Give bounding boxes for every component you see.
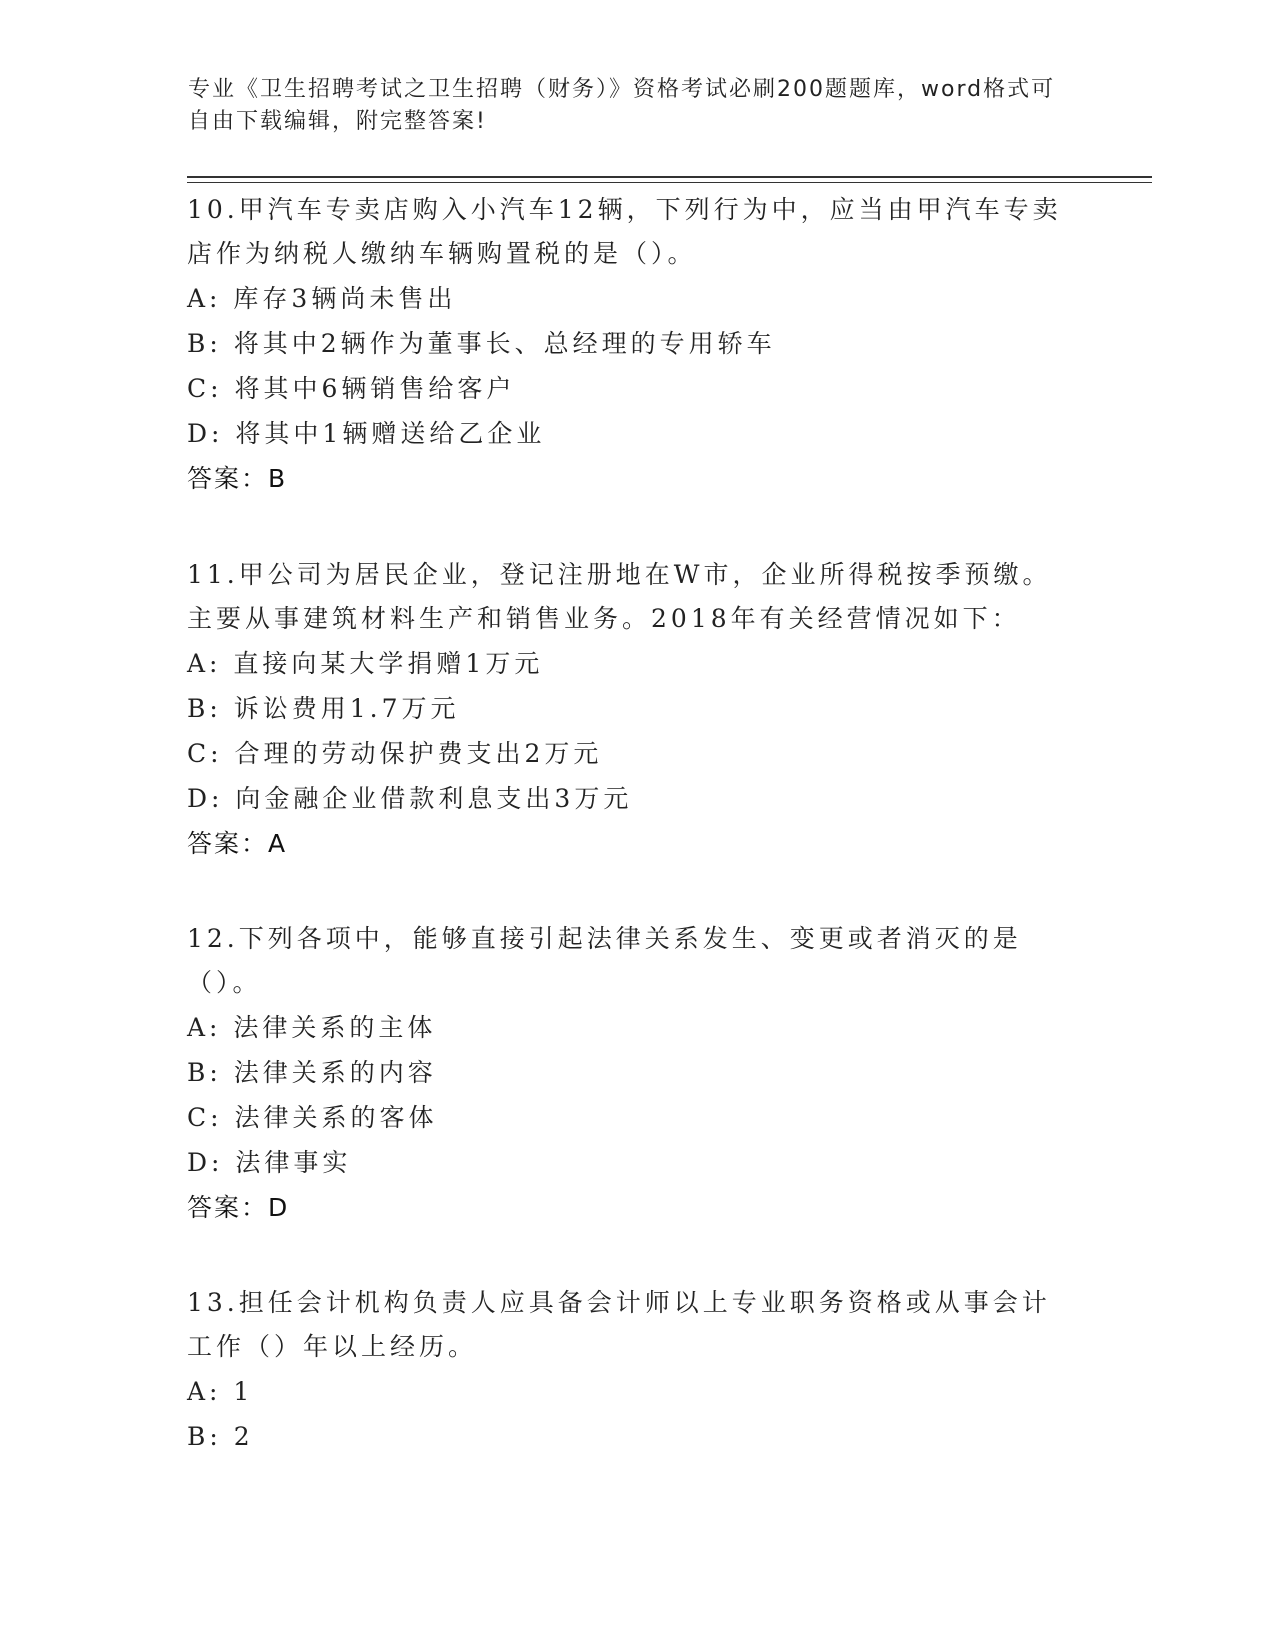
option-d: D: 法律事实: [187, 1148, 352, 1177]
answer: 答案：B: [187, 464, 288, 493]
question-13: [187, 1281, 1067, 1459]
answer: 答案：A: [187, 829, 288, 858]
answer: 答案：D: [187, 1193, 290, 1222]
question-12: [187, 917, 1067, 1231]
option-c: C: 法律关系的客体: [187, 1103, 438, 1132]
option-b: B: 法律关系的内容: [187, 1058, 437, 1087]
question-stem: 13.担任会计机构负责人应具备会计师以上专业职务资格或从事会计工作（）年以上经历。: [187, 1288, 1051, 1361]
question-11: [187, 553, 1067, 867]
question-stem: 11.甲公司为居民企业，登记注册地在W市，企业所得税按季预缴。主要从事建筑材料生产和销售业务。2018年有关经营情况如下：: [187, 560, 1052, 633]
option-b: B: 2: [187, 1422, 254, 1451]
option-c: C: 将其中6辆销售给客户: [187, 374, 516, 403]
option-a: A: 直接向某大学捐赠1万元: [187, 649, 544, 678]
option-a: A: 1: [187, 1377, 254, 1406]
option-d: D: 向金融企业借款利息支出3万元: [187, 784, 633, 813]
question-stem: 12.下列各项中，能够直接引起法律关系发生、变更或者消灭的是（）。: [187, 924, 1022, 997]
option-c: C: 合理的劳动保护费支出2万元: [187, 739, 603, 768]
option-a: A: 法律关系的主体: [187, 1013, 437, 1042]
document-intro: 专业《卫生招聘考试之卫生招聘（财务）》资格考试必刷200题题库，word格式可自由下载编辑，附完整答案!: [188, 77, 1056, 134]
option-b: B: 将其中2辆作为董事长、总经理的专用轿车: [187, 329, 776, 358]
option-a: A: 库存3辆尚未售出: [187, 284, 457, 313]
option-b: B: 诉讼费用1.7万元: [187, 694, 460, 723]
question-10: [187, 188, 1067, 502]
header-divider-thick: [187, 176, 1152, 178]
header-divider-thin: [187, 182, 1152, 183]
option-d: D: 将其中1辆赠送给乙企业: [187, 419, 546, 448]
question-stem: 10.甲汽车专卖店购入小汽车12辆，下列行为中，应当由甲汽车专卖店作为纳税人缴纳车辆购置税的是（）。: [187, 195, 1062, 268]
